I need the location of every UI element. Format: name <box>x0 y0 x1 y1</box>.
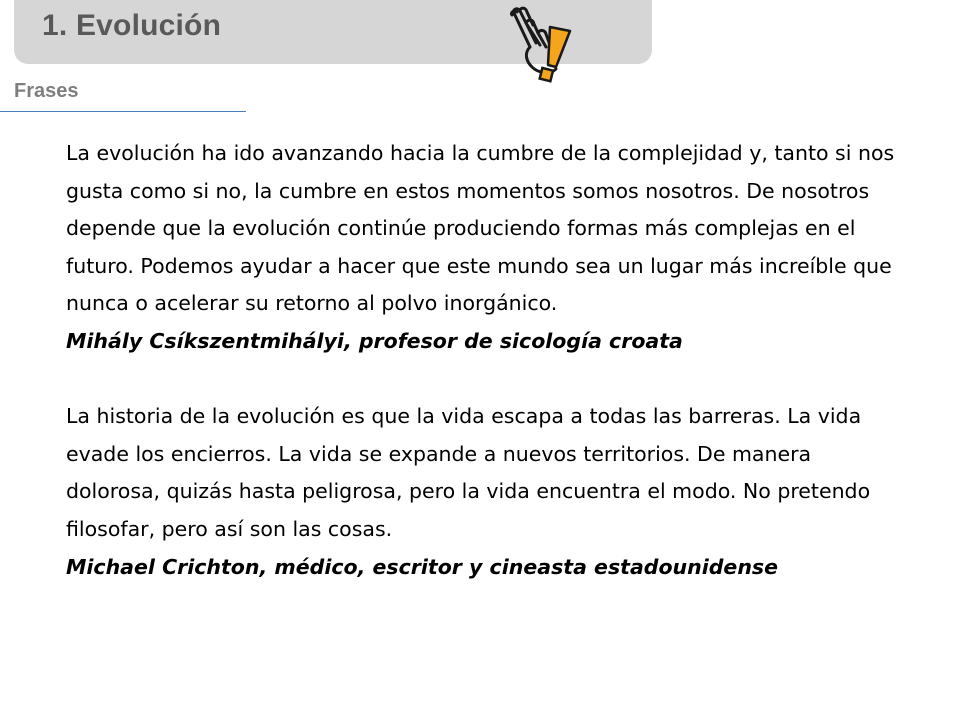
section-divider <box>0 111 246 112</box>
page-title: 1. Evolución <box>42 9 222 42</box>
quote-author: Mihály Csíkszentmihályi, profesor de sicología croata <box>66 328 683 353</box>
section-label: Frases <box>14 80 79 102</box>
quote-text: La evolución ha ido avanzando hacia la cumbre de la complejidad y, tanto si nos gusta como si no, la cumbre en estos momentos somos nosotros. De nosotros depende que la evolución continúe produciendo formas más complejas en el futuro. Podemos ayudar a hacer que este mundo sea un lugar más increíble que nunca o acelerar su retorno al polvo inorgánico. <box>66 141 895 316</box>
hand-pointer-with-exclamation-icon <box>500 3 584 87</box>
quote-text: La historia de la evolución es que la vida escapa a todas las barreras. La vida evade los encierros. La vida se expande a nuevos territorios. De manera dolorosa, quizás hasta peligrosa, pero la vida encuentra el modo. No pretendo filosofar, pero así son las cosas. <box>66 404 871 541</box>
quotes-body <box>66 135 906 586</box>
quote-author: Michael Crichton, médico, escritor y cineasta estadounidense <box>66 554 779 579</box>
quote-spacer <box>66 361 906 399</box>
